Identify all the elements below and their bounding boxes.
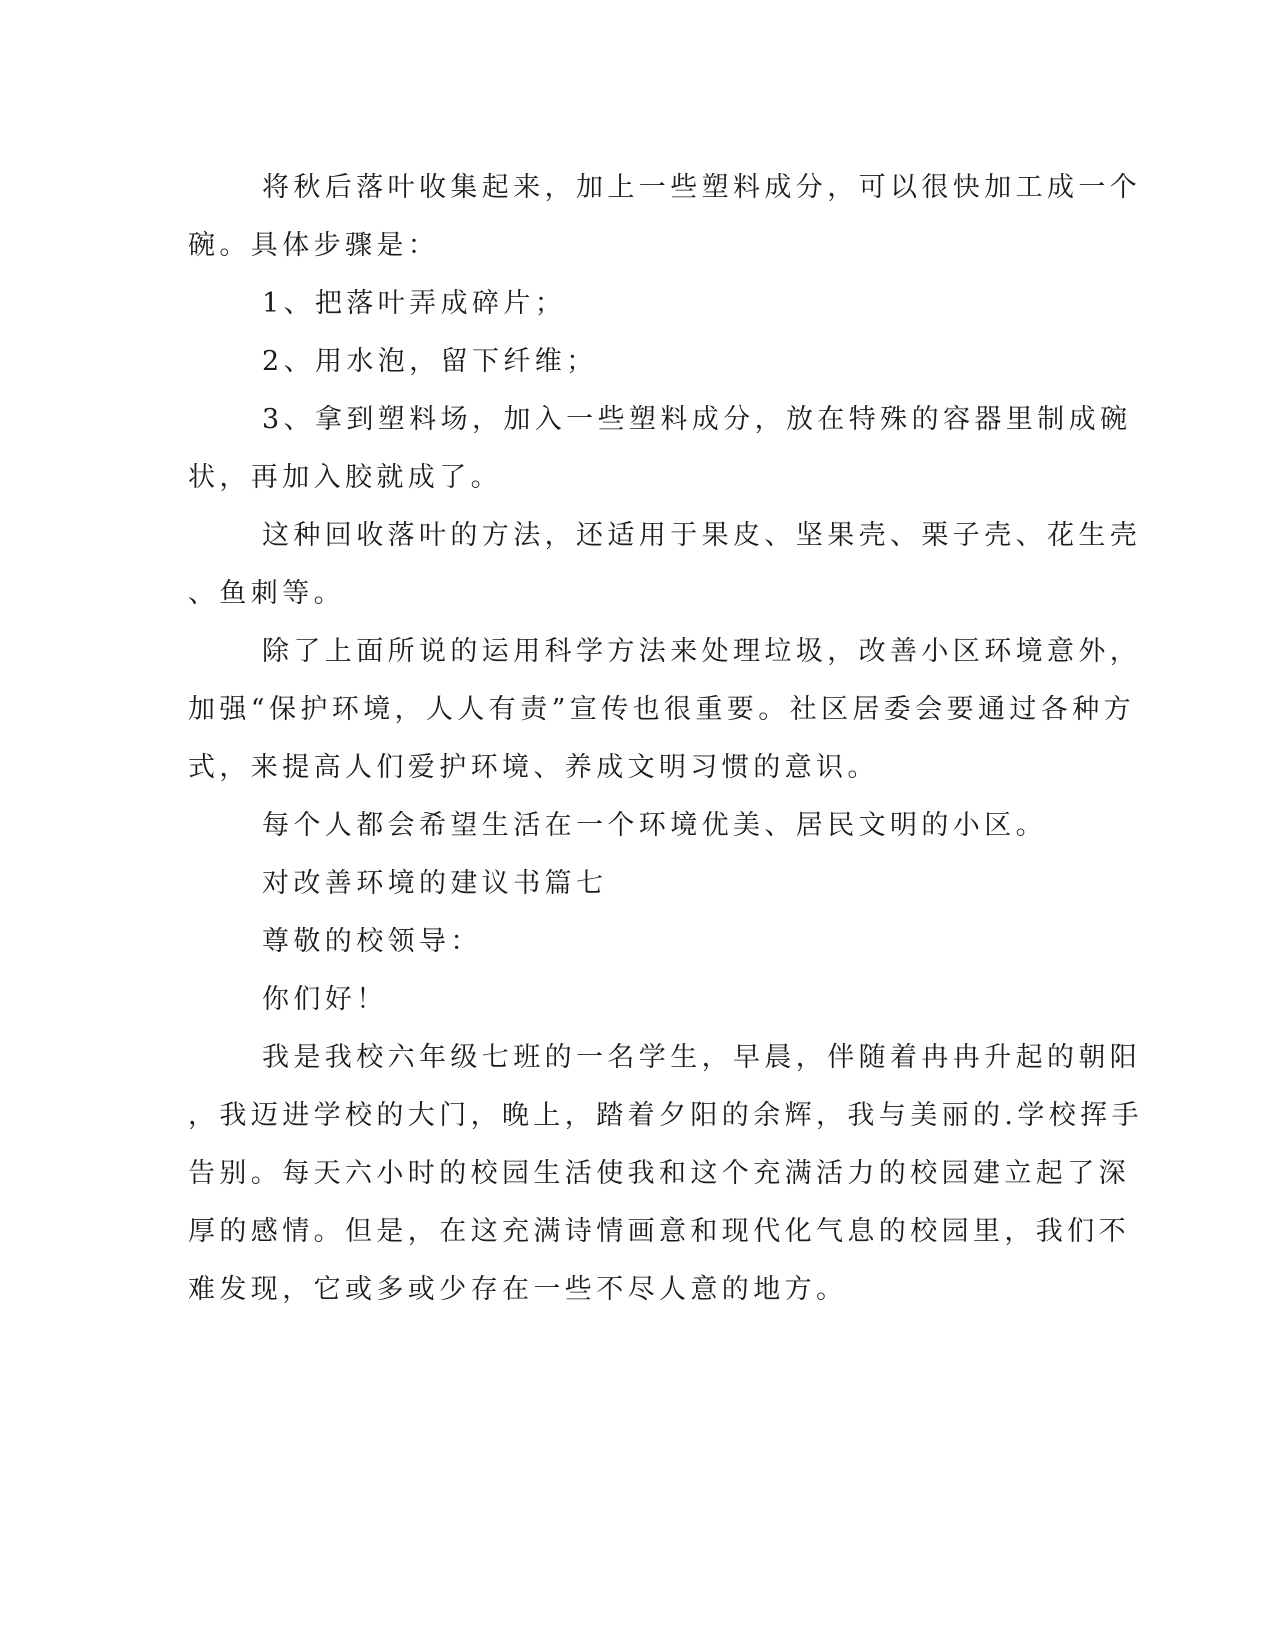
section-heading: 对改善环境的建议书篇七 [262,868,608,899]
paragraph-line: ，我迈进学校的大门，晚上，踏着夕阳的余辉，我与美丽的.学校挥手 [188,1100,1143,1131]
paragraph-line: 厚的感情。但是，在这充满诗情画意和现代化气息的校园里，我们不 [188,1216,1130,1247]
paragraph-line: 将秋后落叶收集起来，加上一些塑料成分，可以很快加工成一个 [262,172,1142,203]
paragraph-line: 状，再加入胶就成了。 [188,462,502,493]
paragraph-line: 、鱼刺等。 [188,578,345,609]
paragraph-line: 告别。每天六小时的校园生活使我和这个充满活力的校园建立起了深 [188,1158,1130,1189]
paragraph-line: 每个人都会希望生活在一个环境优美、居民文明的小区。 [262,810,1047,841]
list-item-step-1: 1、把落叶弄成碎片； [262,288,567,319]
list-item-step-2: 2、用水泡，留下纤维； [262,346,598,377]
letter-salutation: 尊敬的校领导： [262,926,482,957]
paragraph-line: 除了上面所说的运用科学方法来处理垃圾，改善小区环境意外， [262,636,1142,667]
letter-greeting: 你们好！ [262,984,388,1015]
list-item-step-3: 3、拿到塑料场，加入一些塑料成分，放在特殊的容器里制成碗 [262,404,1132,435]
paragraph-line: 这种回收落叶的方法，还适用于果皮、坚果壳、栗子壳、花生壳 [262,520,1142,551]
paragraph-line: 我是我校六年级七班的一名学生，早晨，伴随着冉冉升起的朝阳 [262,1042,1142,1073]
paragraph-line: 碗。具体步骤是： [188,230,440,261]
paragraph-line: 加强“保护环境，人人有责”宣传也很重要。社区居委会要通过各种方 [188,694,1136,725]
paragraph-line: 式，来提高人们爱护环境、养成文明习惯的意识。 [188,752,879,783]
paragraph-line: 难发现，它或多或少存在一些不尽人意的地方。 [188,1274,848,1305]
